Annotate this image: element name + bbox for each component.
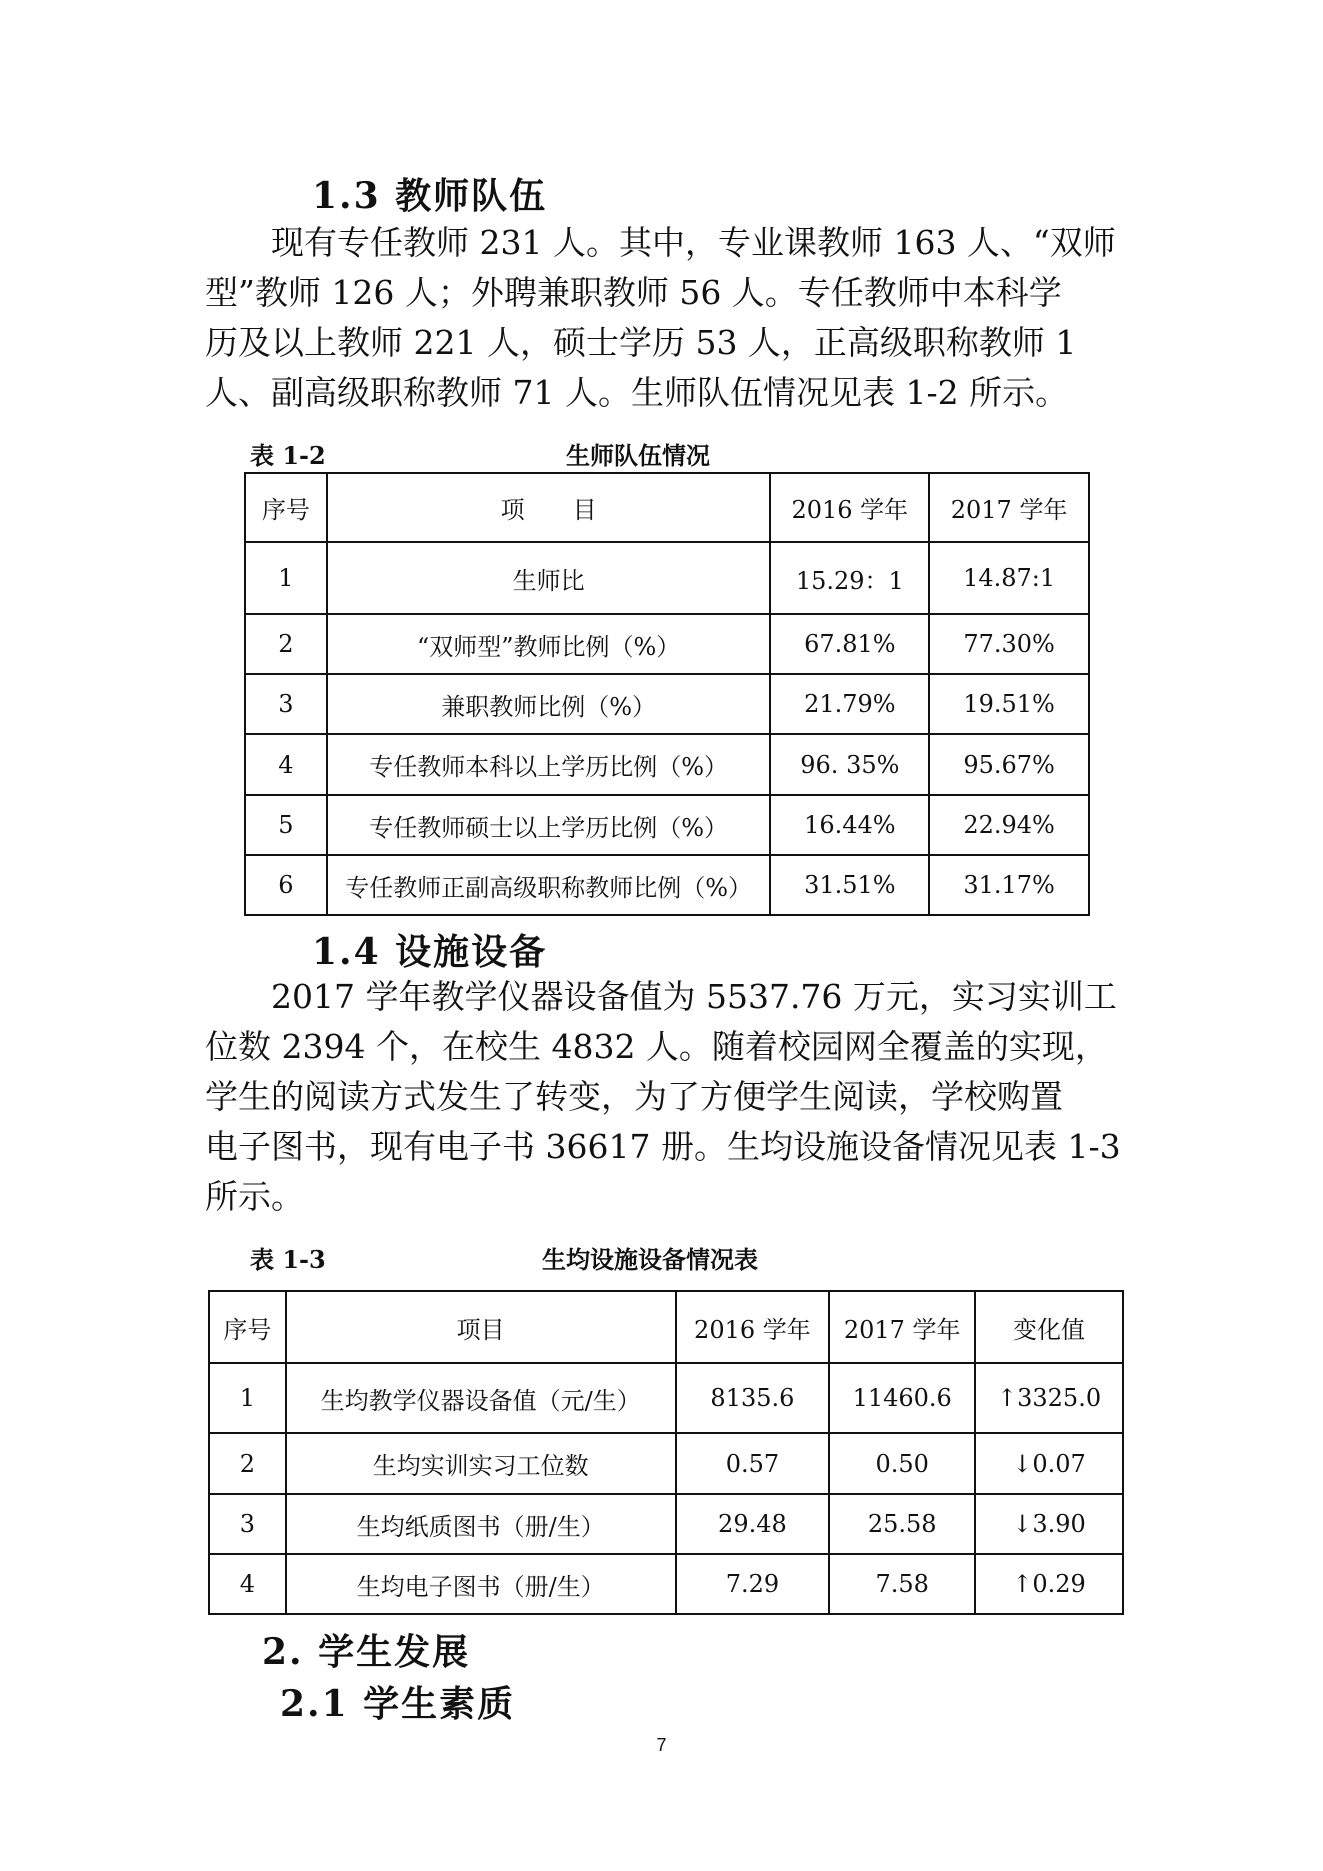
paragraph-line: 学生的阅读方式发生了转变，为了方便学生阅读，学校购置	[205, 1077, 1063, 1116]
table-cell: 4	[245, 734, 327, 795]
section-heading-2: 2. 学生发展	[262, 1631, 471, 1673]
table-cell: 5	[245, 795, 327, 855]
table-cell: 0.57	[676, 1433, 830, 1494]
table-row	[209, 1494, 1123, 1554]
paragraph-teachers	[205, 218, 1135, 418]
header-cell: 2016 学年	[770, 473, 929, 542]
table-row	[209, 1554, 1123, 1614]
header-cell: 2016 学年	[676, 1291, 830, 1363]
table-cell: ↑3325.0	[975, 1363, 1123, 1433]
paragraph-line: 电子图书，现有电子书 36617 册。生均设施设备情况见表 1-3	[205, 1127, 1121, 1166]
paragraph-line: 历及以上教师 221 人，硕士学历 53 人，正高级职称教师 1	[205, 323, 1077, 362]
table-cell: 95.67%	[929, 734, 1089, 795]
table-cell: 专任教师本科以上学历比例（%）	[327, 734, 771, 795]
table-1-3	[208, 1290, 1124, 1615]
table-cell: 31.51%	[770, 855, 929, 915]
table-cell: 兼职教师比例（%）	[327, 674, 771, 734]
table-cell: 11460.6	[829, 1363, 975, 1433]
table-row	[245, 795, 1089, 855]
table-cell: 15.29：1	[770, 542, 929, 614]
table-cell: 生均电子图书（册/生）	[286, 1554, 676, 1614]
table-cell: ↓3.90	[975, 1494, 1123, 1554]
table-cell: 1	[209, 1363, 286, 1433]
table-cell: 3	[245, 674, 327, 734]
paragraph-line: 型”教师 126 人；外聘兼职教师 56 人。专任教师中本科学	[205, 273, 1062, 312]
table-cell: 1	[245, 542, 327, 614]
table-row	[245, 674, 1089, 734]
paragraph-facilities	[205, 972, 1135, 1222]
table-1-2	[244, 472, 1090, 916]
table-header-row	[209, 1291, 1123, 1363]
header-cell: 序号	[245, 473, 327, 542]
table-cell: “双师型”教师比例（%）	[327, 614, 771, 674]
paragraph-line: 所示。	[205, 1177, 304, 1216]
table-cell: 3	[209, 1494, 286, 1554]
table-cell: 96. 35%	[770, 734, 929, 795]
section-heading-1-3: 1.3 教师队伍	[312, 175, 548, 217]
table-1-3-title: 生均设施设备情况表	[542, 1245, 758, 1274]
table-cell: 2	[245, 614, 327, 674]
table-cell: 7.58	[829, 1554, 975, 1614]
table-cell: 生师比	[327, 542, 771, 614]
paragraph-line: 2017 学年教学仪器设备值为 5537.76 万元，实习实训工	[271, 977, 1117, 1016]
table-header-row	[245, 473, 1089, 542]
table-cell: 25.58	[829, 1494, 975, 1554]
table-cell: 31.17%	[929, 855, 1089, 915]
header-cell: 变化值	[975, 1291, 1123, 1363]
header-cell: 2017 学年	[829, 1291, 975, 1363]
table-cell: 专任教师正副高级职称教师比例（%）	[327, 855, 771, 915]
table-row	[245, 614, 1089, 674]
paragraph-line: 位数 2394 个，在校生 4832 人。随着校园网全覆盖的实现，	[205, 1027, 1108, 1066]
header-cell: 2017 学年	[929, 473, 1089, 542]
table-row	[245, 542, 1089, 614]
paragraph-line: 人、副高级职称教师 71 人。生师队伍情况见表 1-2 所示。	[205, 373, 1069, 412]
table-cell: ↓0.07	[975, 1433, 1123, 1494]
table-cell: 8135.6	[676, 1363, 830, 1433]
table-cell: 生均纸质图书（册/生）	[286, 1494, 676, 1554]
section-heading-1-4: 1.4 设施设备	[312, 931, 548, 973]
table-1-2-label: 表 1-2	[250, 441, 326, 470]
header-cell: 序号	[209, 1291, 286, 1363]
paragraph-line: 现有专任教师 231 人。其中，专业课教师 163 人、“双师	[271, 223, 1116, 262]
header-cell: 项目	[286, 1291, 676, 1363]
table-cell: 4	[209, 1554, 286, 1614]
table-cell: 29.48	[676, 1494, 830, 1554]
table-cell: ↑0.29	[975, 1554, 1123, 1614]
table-cell: 14.87:1	[929, 542, 1089, 614]
section-heading-2-1: 2.1 学生素质	[280, 1683, 516, 1725]
table-1-3-label: 表 1-3	[250, 1245, 326, 1274]
table-cell: 21.79%	[770, 674, 929, 734]
table-row	[209, 1363, 1123, 1433]
table-cell: 77.30%	[929, 614, 1089, 674]
table-cell: 67.81%	[770, 614, 929, 674]
table-cell: 16.44%	[770, 795, 929, 855]
header-cell: 项 目	[327, 473, 771, 542]
page-number: 7	[656, 1735, 667, 1755]
table-cell: 0.50	[829, 1433, 975, 1494]
table-row	[209, 1433, 1123, 1494]
table-row	[245, 734, 1089, 795]
table-1-2-title: 生师队伍情况	[566, 441, 710, 470]
table-cell: 22.94%	[929, 795, 1089, 855]
table-cell: 6	[245, 855, 327, 915]
table-cell: 专任教师硕士以上学历比例（%）	[327, 795, 771, 855]
table-cell: 7.29	[676, 1554, 830, 1614]
table-cell: 2	[209, 1433, 286, 1494]
table-cell: 19.51%	[929, 674, 1089, 734]
table-cell: 生均实训实习工位数	[286, 1433, 676, 1494]
table-cell: 生均教学仪器设备值（元/生）	[286, 1363, 676, 1433]
table-row	[245, 855, 1089, 915]
